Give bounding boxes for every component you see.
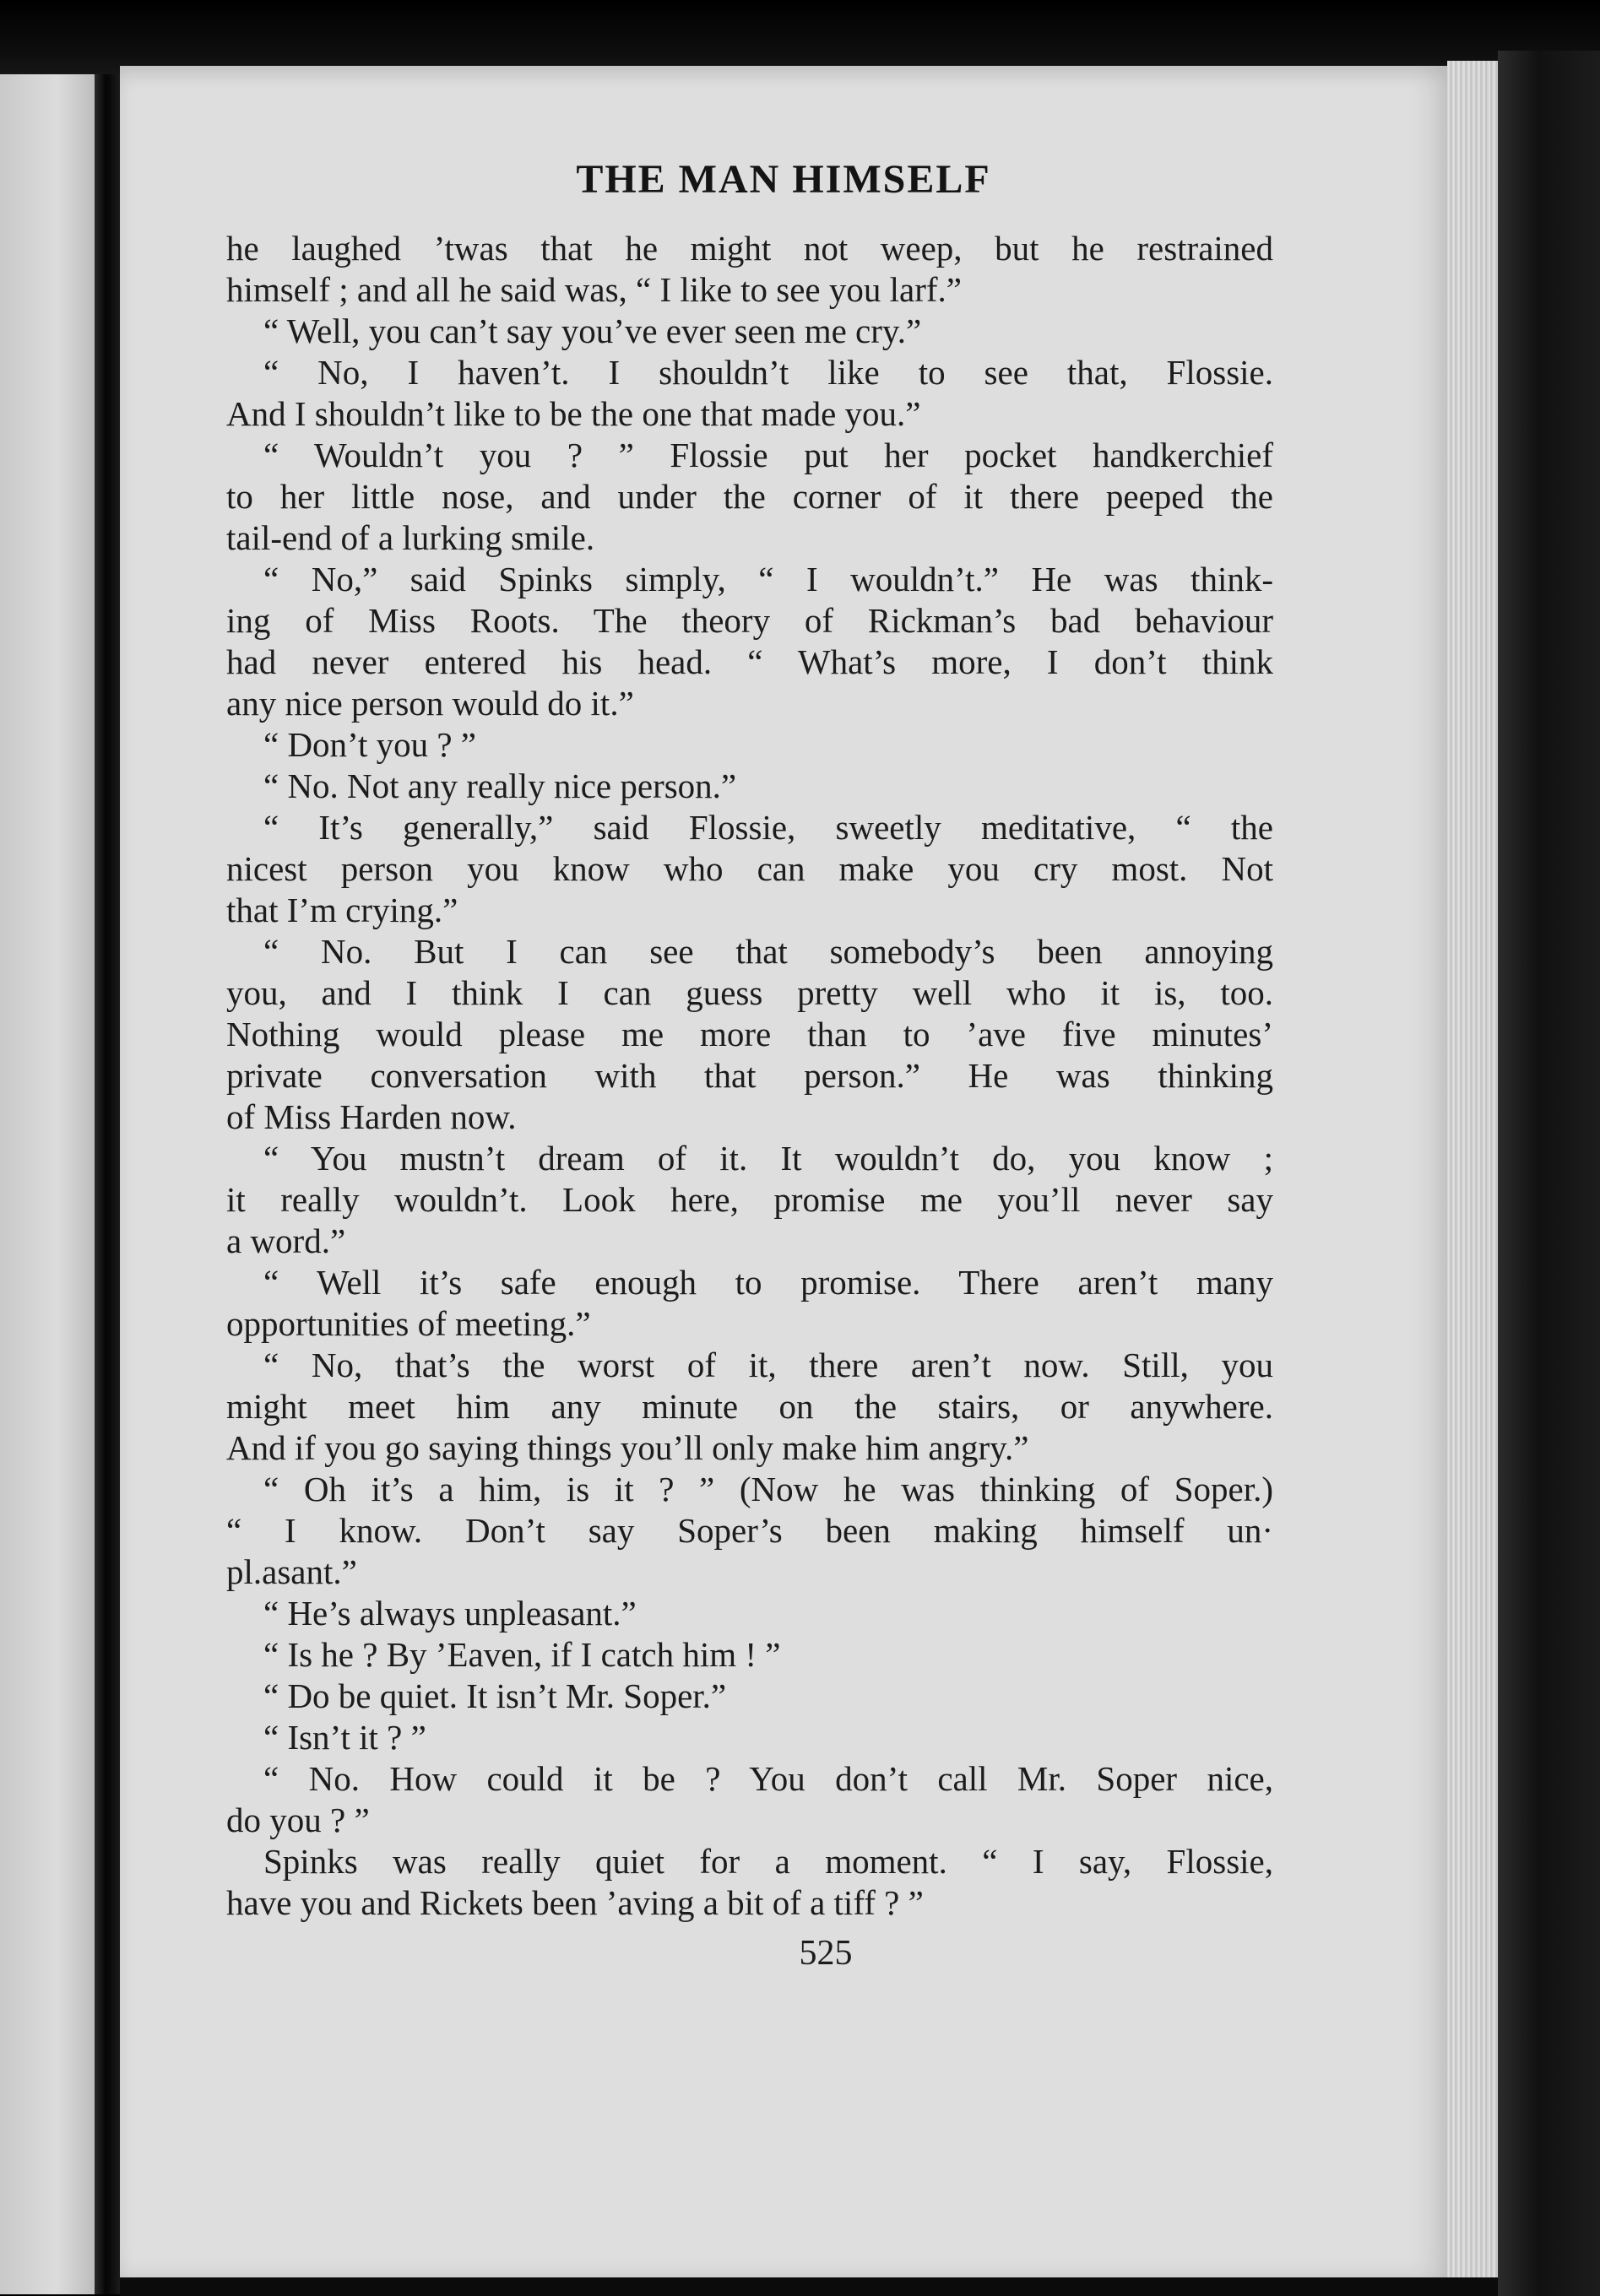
text-line: “ Is he ? By ’Eaven, if I catch him ! ”	[263, 1635, 781, 1674]
text-line: that I’m crying.”	[226, 891, 458, 929]
book-gutter	[95, 74, 120, 2294]
text-line: any nice person would do it.”	[226, 684, 634, 723]
text-line: do you ? ”	[226, 1801, 370, 1839]
text-line: opportunities of meeting.”	[226, 1304, 591, 1343]
text-line: “ Oh it’s a him, is it ? ” (Now he was thinking of Soper.)	[263, 1470, 1273, 1508]
text-line: “ I know. Don’t say Soper’s been making himself un·	[226, 1511, 1273, 1550]
running-head: THE MAN HIMSELF	[576, 157, 991, 202]
text-line: pl.asant.”	[226, 1552, 357, 1591]
text-line: tail-end of a lurking smile.	[226, 518, 595, 557]
text-line: And I shouldn’t like to be the one that made you.”	[226, 394, 921, 433]
text-line: he laughed ’twas that he might not weep, but he restrained	[226, 229, 1273, 268]
body-text	[226, 228, 1273, 1924]
page-number: 525	[799, 1934, 853, 1973]
text-line: it really wouldn’t. Look here, promise me you’ll never say	[226, 1180, 1273, 1219]
text-line: had never entered his head. “ What’s more, I don’t think	[226, 642, 1273, 681]
text-line: “ Well, you can’t say you’ve ever seen me cry.”	[263, 311, 922, 350]
text-line: Nothing would please me more than to ’ave five minutes’	[226, 1015, 1273, 1053]
scan-background-bottom	[120, 2277, 1498, 2296]
text-line: “ No,” said Spinks simply, “ I wouldn’t.” He was think-	[263, 560, 1273, 598]
text-line: private conversation with that person.” He was thinking	[226, 1056, 1273, 1095]
text-line: “ Well it’s safe enough to promise. There aren’t many	[263, 1263, 1273, 1302]
text-line: “ You mustn’t dream of it. It wouldn’t do, you know ;	[263, 1139, 1273, 1178]
text-line: to her little nose, and under the corner of it there peeped the	[226, 477, 1273, 516]
text-line: Spinks was really quiet for a moment. “ I say, Flossie,	[263, 1842, 1273, 1881]
text-line: “ Do be quiet. It isn’t Mr. Soper.”	[263, 1676, 727, 1715]
text-line: himself ; and all he said was, “ I like to see you larf.”	[226, 270, 962, 309]
text-line: And if you go saying things you’ll only make him angry.”	[226, 1428, 1029, 1467]
text-line: “ Isn’t it ? ”	[263, 1718, 426, 1757]
text-line: have you and Rickets been ’aving a bit of a tiff ? ”	[226, 1883, 924, 1922]
text-line: nicest person you know who can make you cry most. Not	[226, 849, 1273, 888]
text-line: ing of Miss Roots. The theory of Rickman’s bad behaviour	[226, 601, 1273, 640]
text-line: “ It’s generally,” said Flossie, sweetly meditative, “ the	[263, 808, 1273, 847]
text-line: you, and I think I can guess pretty well who it is, too.	[226, 973, 1273, 1012]
text-line: a word.”	[226, 1221, 346, 1260]
text-line: “ Wouldn’t you ? ” Flossie put her pocket handkerchief	[263, 436, 1273, 474]
text-line: “ No. Not any really nice person.”	[263, 766, 737, 805]
text-line: “ No. But I can see that somebody’s been annoying	[263, 932, 1273, 971]
text-line: of Miss Harden now.	[226, 1097, 517, 1136]
text-line: “ No. How could it be ? You don’t call Mr. Soper nice,	[263, 1759, 1273, 1798]
facing-page-edge	[0, 74, 95, 2294]
text-line: “ No, that’s the worst of it, there aren’t now. Still, you	[263, 1346, 1273, 1384]
text-line: “ He’s always unpleasant.”	[263, 1594, 637, 1633]
text-line: “ No, I haven’t. I shouldn’t like to see that, Flossie.	[263, 353, 1273, 392]
text-line: might meet him any minute on the stairs, or anywhere.	[226, 1387, 1273, 1426]
text-line: “ Don’t you ? ”	[263, 725, 477, 764]
